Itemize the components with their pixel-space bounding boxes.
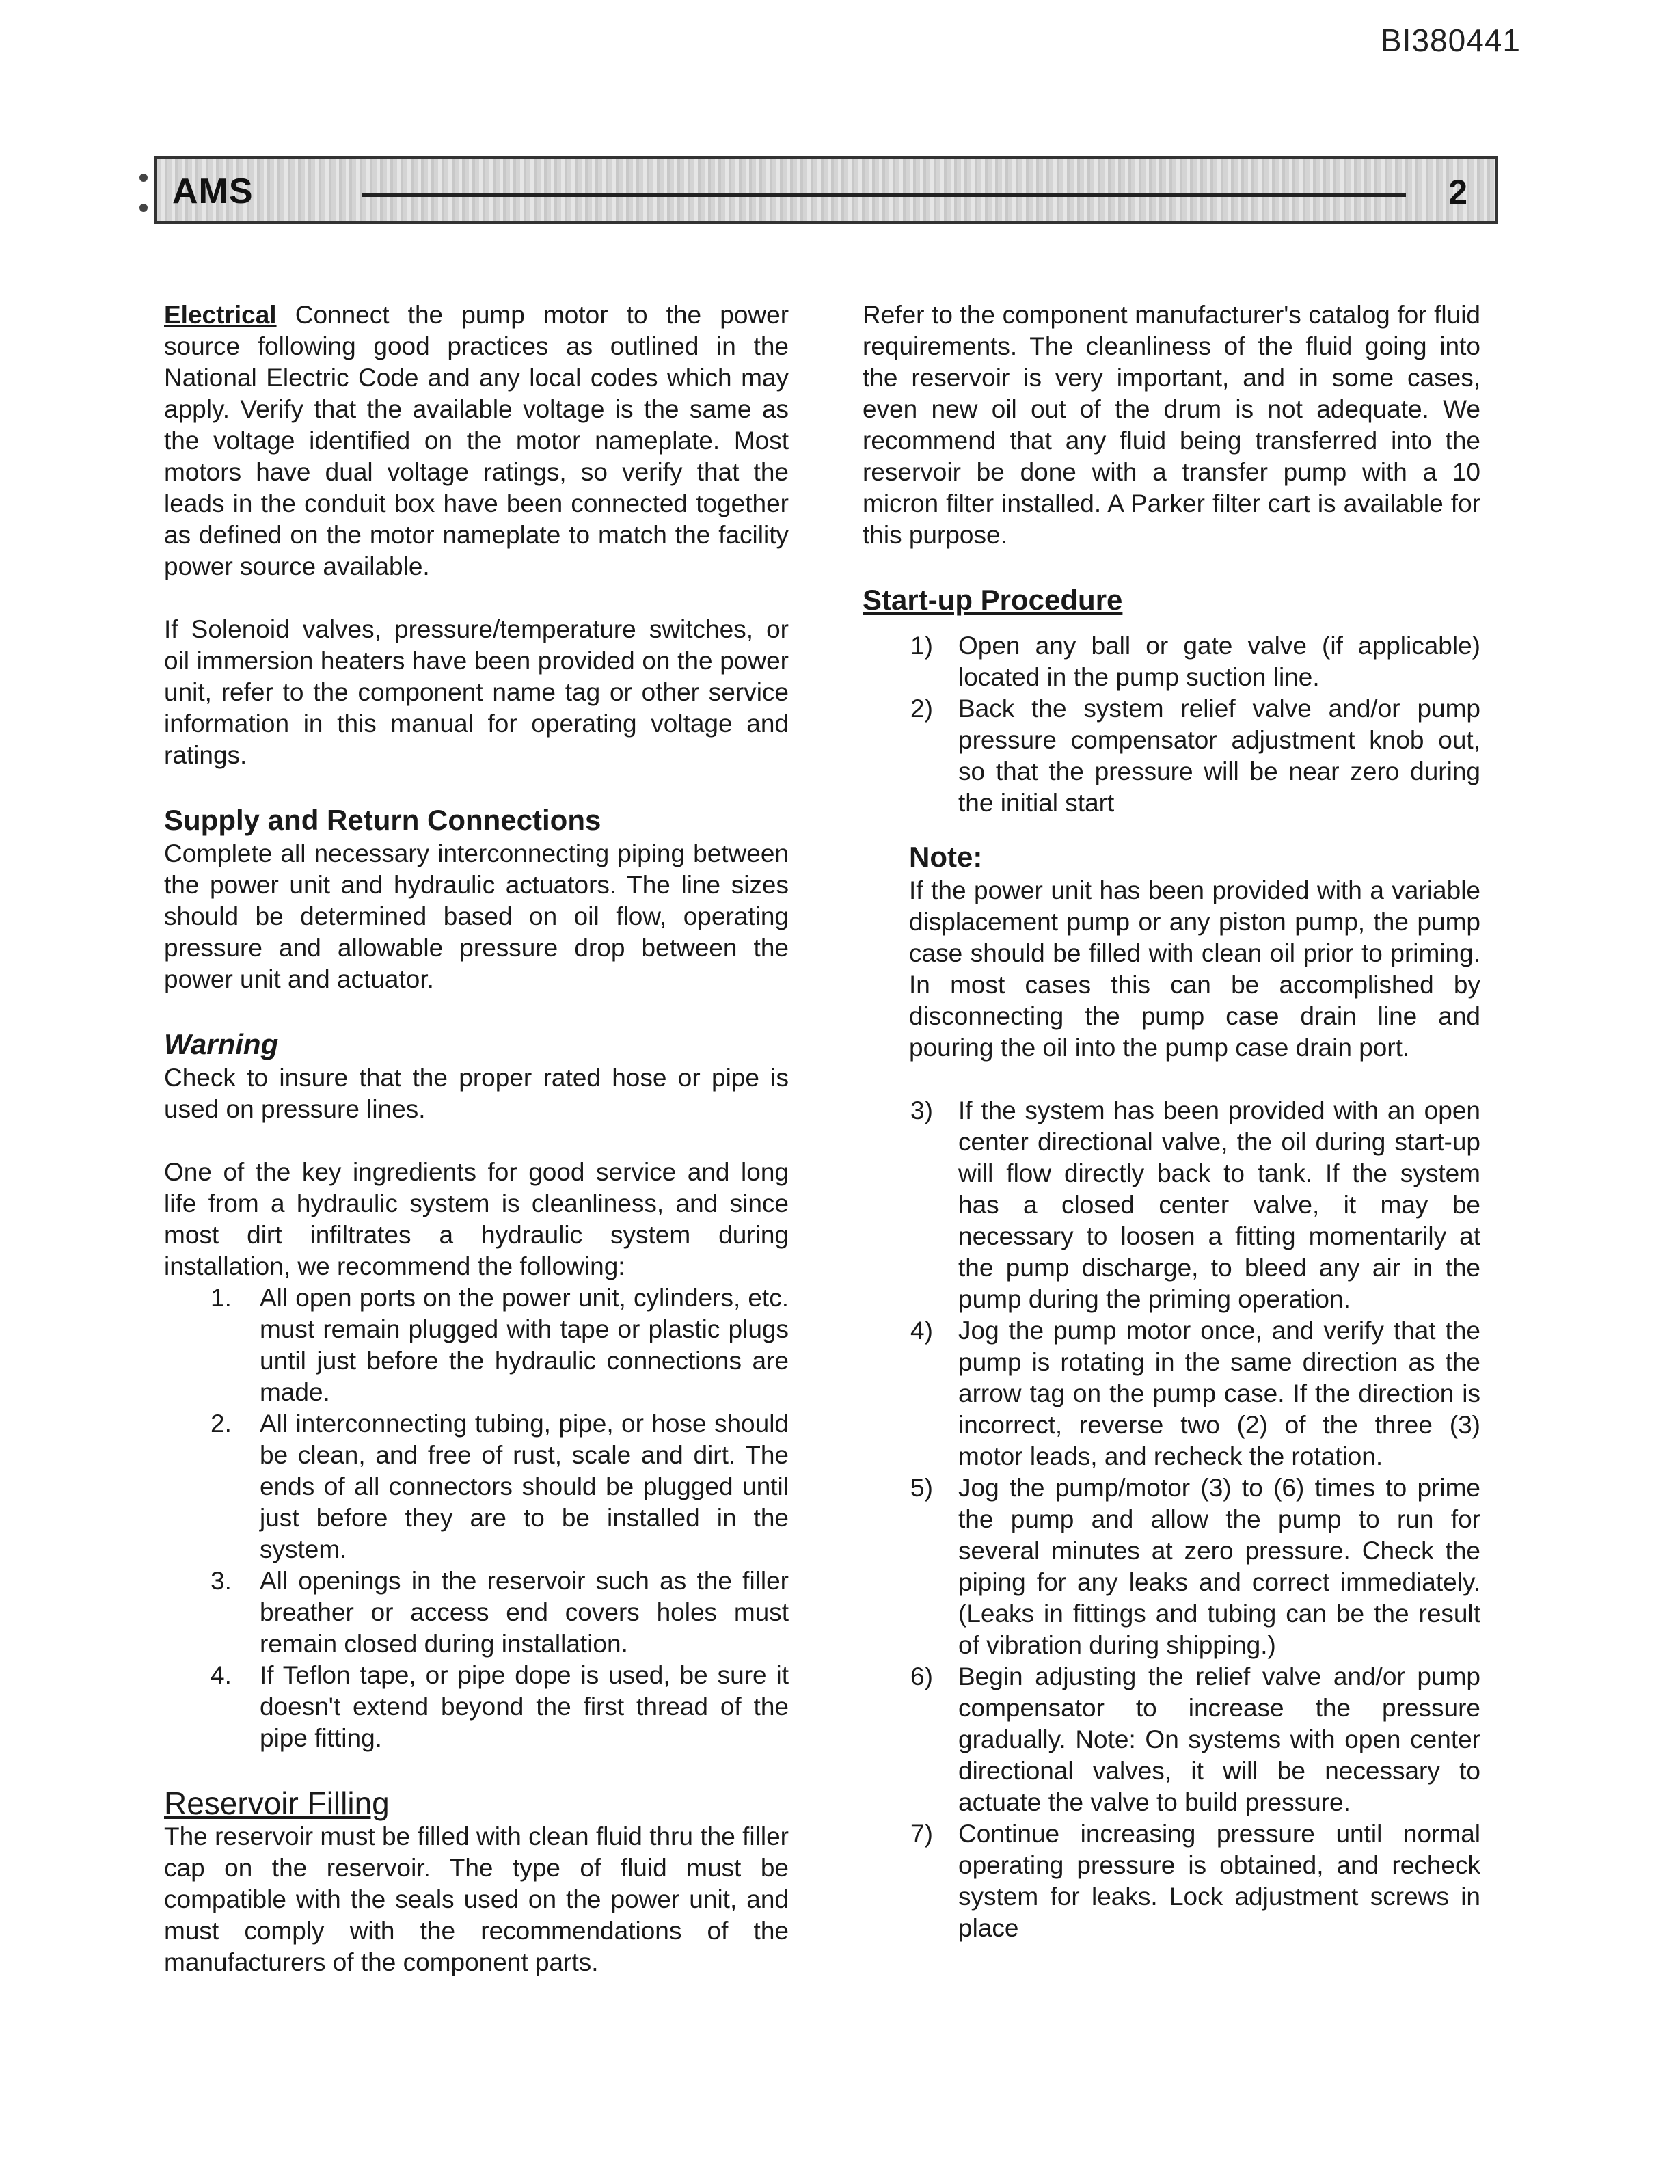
list-item: 1) Open any ball or gate valve (if applicable) located in the pump suction line. — [910, 632, 1480, 691]
solenoid-paragraph: If Solenoid valves, pressure/temperature switches, or oil immersion heaters have been provided on the power unit, refer to the component name tag or other service information in this manual for operating voltage and ratings. — [164, 615, 789, 769]
list-item: 4) Jog the pump motor once, and verify that the pump is rotating in the same direction as the arrow tag on the pump case. If the direction is incorrect, reverse two (2) of the three (3) motor leads, and recheck the rotation. — [910, 1317, 1480, 1470]
list-item: 2) Back the system relief valve and/or pump pressure compensator adjustment knob out, so that the pressure will be near zero during the initial start — [910, 695, 1480, 817]
document-id: BI380441 — [1381, 23, 1521, 58]
list-item: 2. All interconnecting tubing, pipe, or hose should be clean, and free of rust, scale and dirt. The ends of all connectors should be plugged until just before they are to be installed in the system. — [211, 1410, 789, 1563]
list-item: 3) If the system has been provided with an open center directional valve, the oil during start-up will flow directly back to tank. If the system has a closed center valve, it may be necessary to loosen a fitting momentarily at the pump discharge, to bleed any air in the pump during the priming operation. — [910, 1096, 1480, 1313]
banner-rule — [362, 193, 1406, 197]
reservoir-filling-heading: Reservoir Filling — [164, 1785, 390, 1821]
list-item: 3. All openings in the reservoir such as the filler breather or access end covers holes must remain closed during installation. — [211, 1567, 789, 1658]
fluid-requirements-paragraph: Refer to the component manufacturer's catalog for fluid requirements. The cleanliness of the fluid going into the reservoir is very important, and in some cases, even new oil out of the drum is not adequate. We recommend that any fluid being transferred into the reservoir be done with a transfer pump with a 10 micron filter installed. A Parker filter cart is available for this purpose. — [863, 301, 1480, 549]
startup-steps-list-continued — [863, 1095, 1480, 1944]
startup-steps-list — [863, 630, 1480, 819]
reservoir-filling-paragraph: The reservoir must be filled with clean fluid thru the filler cap on the reservoir. The type of fluid must be compatible with the seals used on the power unit, and must comply with the recommendations of the manufacturers of the component parts. — [164, 1822, 789, 1976]
list-item: 7) Continue increasing pressure until normal operating pressure is obtained, and recheck system for leaks. Lock adjustment screws in place — [910, 1820, 1480, 1942]
note-block — [863, 839, 1480, 1064]
banner-bullet-icon — [139, 174, 148, 182]
banner-bullet-icon — [139, 204, 148, 212]
list-item: 5) Jog the pump/motor (3) to (6) times to prime the pump and allow the pump to run for several minutes at zero pressure. Check the piping for any leaks and correct immediately. (Leaks in fittings and tubing can be the result of vibration during shipping.) — [910, 1474, 1480, 1659]
list-item: 1. All open ports on the power unit, cylinders, etc. must remain plugged with tape or plastic plugs until just before the hydraulic connections are made. — [211, 1284, 789, 1406]
startup-procedure-heading: Start-up Procedure — [863, 584, 1123, 616]
cleanliness-list — [164, 1282, 789, 1754]
list-item: 4. If Teflon tape, or pipe dope is used, be sure it doesn't extend beyond the first thread of the pipe fitting. — [211, 1661, 789, 1752]
supply-return-heading: Supply and Return Connections — [164, 804, 601, 836]
electrical-paragraph — [164, 299, 789, 582]
note-paragraph: If the power unit has been provided with a variable displacement pump or any piston pump, the pump case should be filled with clean oil prior to priming. In most cases this can be accomplished by disconnecting the pump case drain line and pouring the oil into the pump case drain port. — [909, 876, 1480, 1062]
note-heading: Note: — [909, 841, 983, 873]
right-column — [863, 299, 1480, 1944]
page-header-banner — [154, 156, 1498, 224]
warning-heading: Warning — [164, 1028, 279, 1060]
supply-return-paragraph: Complete all necessary interconnecting piping between the power unit and hydraulic actuators. The line sizes should be determined based on oil flow, operating pressure and allowable pressure drop between the power unit and actuator. — [164, 839, 789, 993]
brand-logo-text: AMS — [172, 172, 254, 211]
page-number: 2 — [1448, 173, 1467, 211]
electrical-lead: Electrical — [164, 301, 277, 329]
warning-paragraph: Check to insure that the proper rated hose or pipe is used on pressure lines. — [164, 1064, 789, 1123]
electrical-text: Connect the pump motor to the power source following good practices as outlined in the National Electric Code and any local codes which may apply. Verify that the available voltage is the same as the voltage identified on the motor nameplate. Most motors have dual voltage ratings, so verify that the leads in the conduit box have been connected together as defined on the motor nameplate to match the facility power source available. — [164, 301, 789, 580]
cleanliness-paragraph: One of the key ingredients for good service and long life from a hydraulic system is cleanliness, and since most dirt infiltrates a hydraulic system during installation, we recommend the following: — [164, 1158, 789, 1280]
left-column — [164, 299, 789, 1978]
list-item: 6) Begin adjusting the relief valve and/or pump compensator to increase the pressure gradually. Note: On systems with open center directional valves, it will be necessary to actuate the valve to build pressure. — [910, 1662, 1480, 1816]
